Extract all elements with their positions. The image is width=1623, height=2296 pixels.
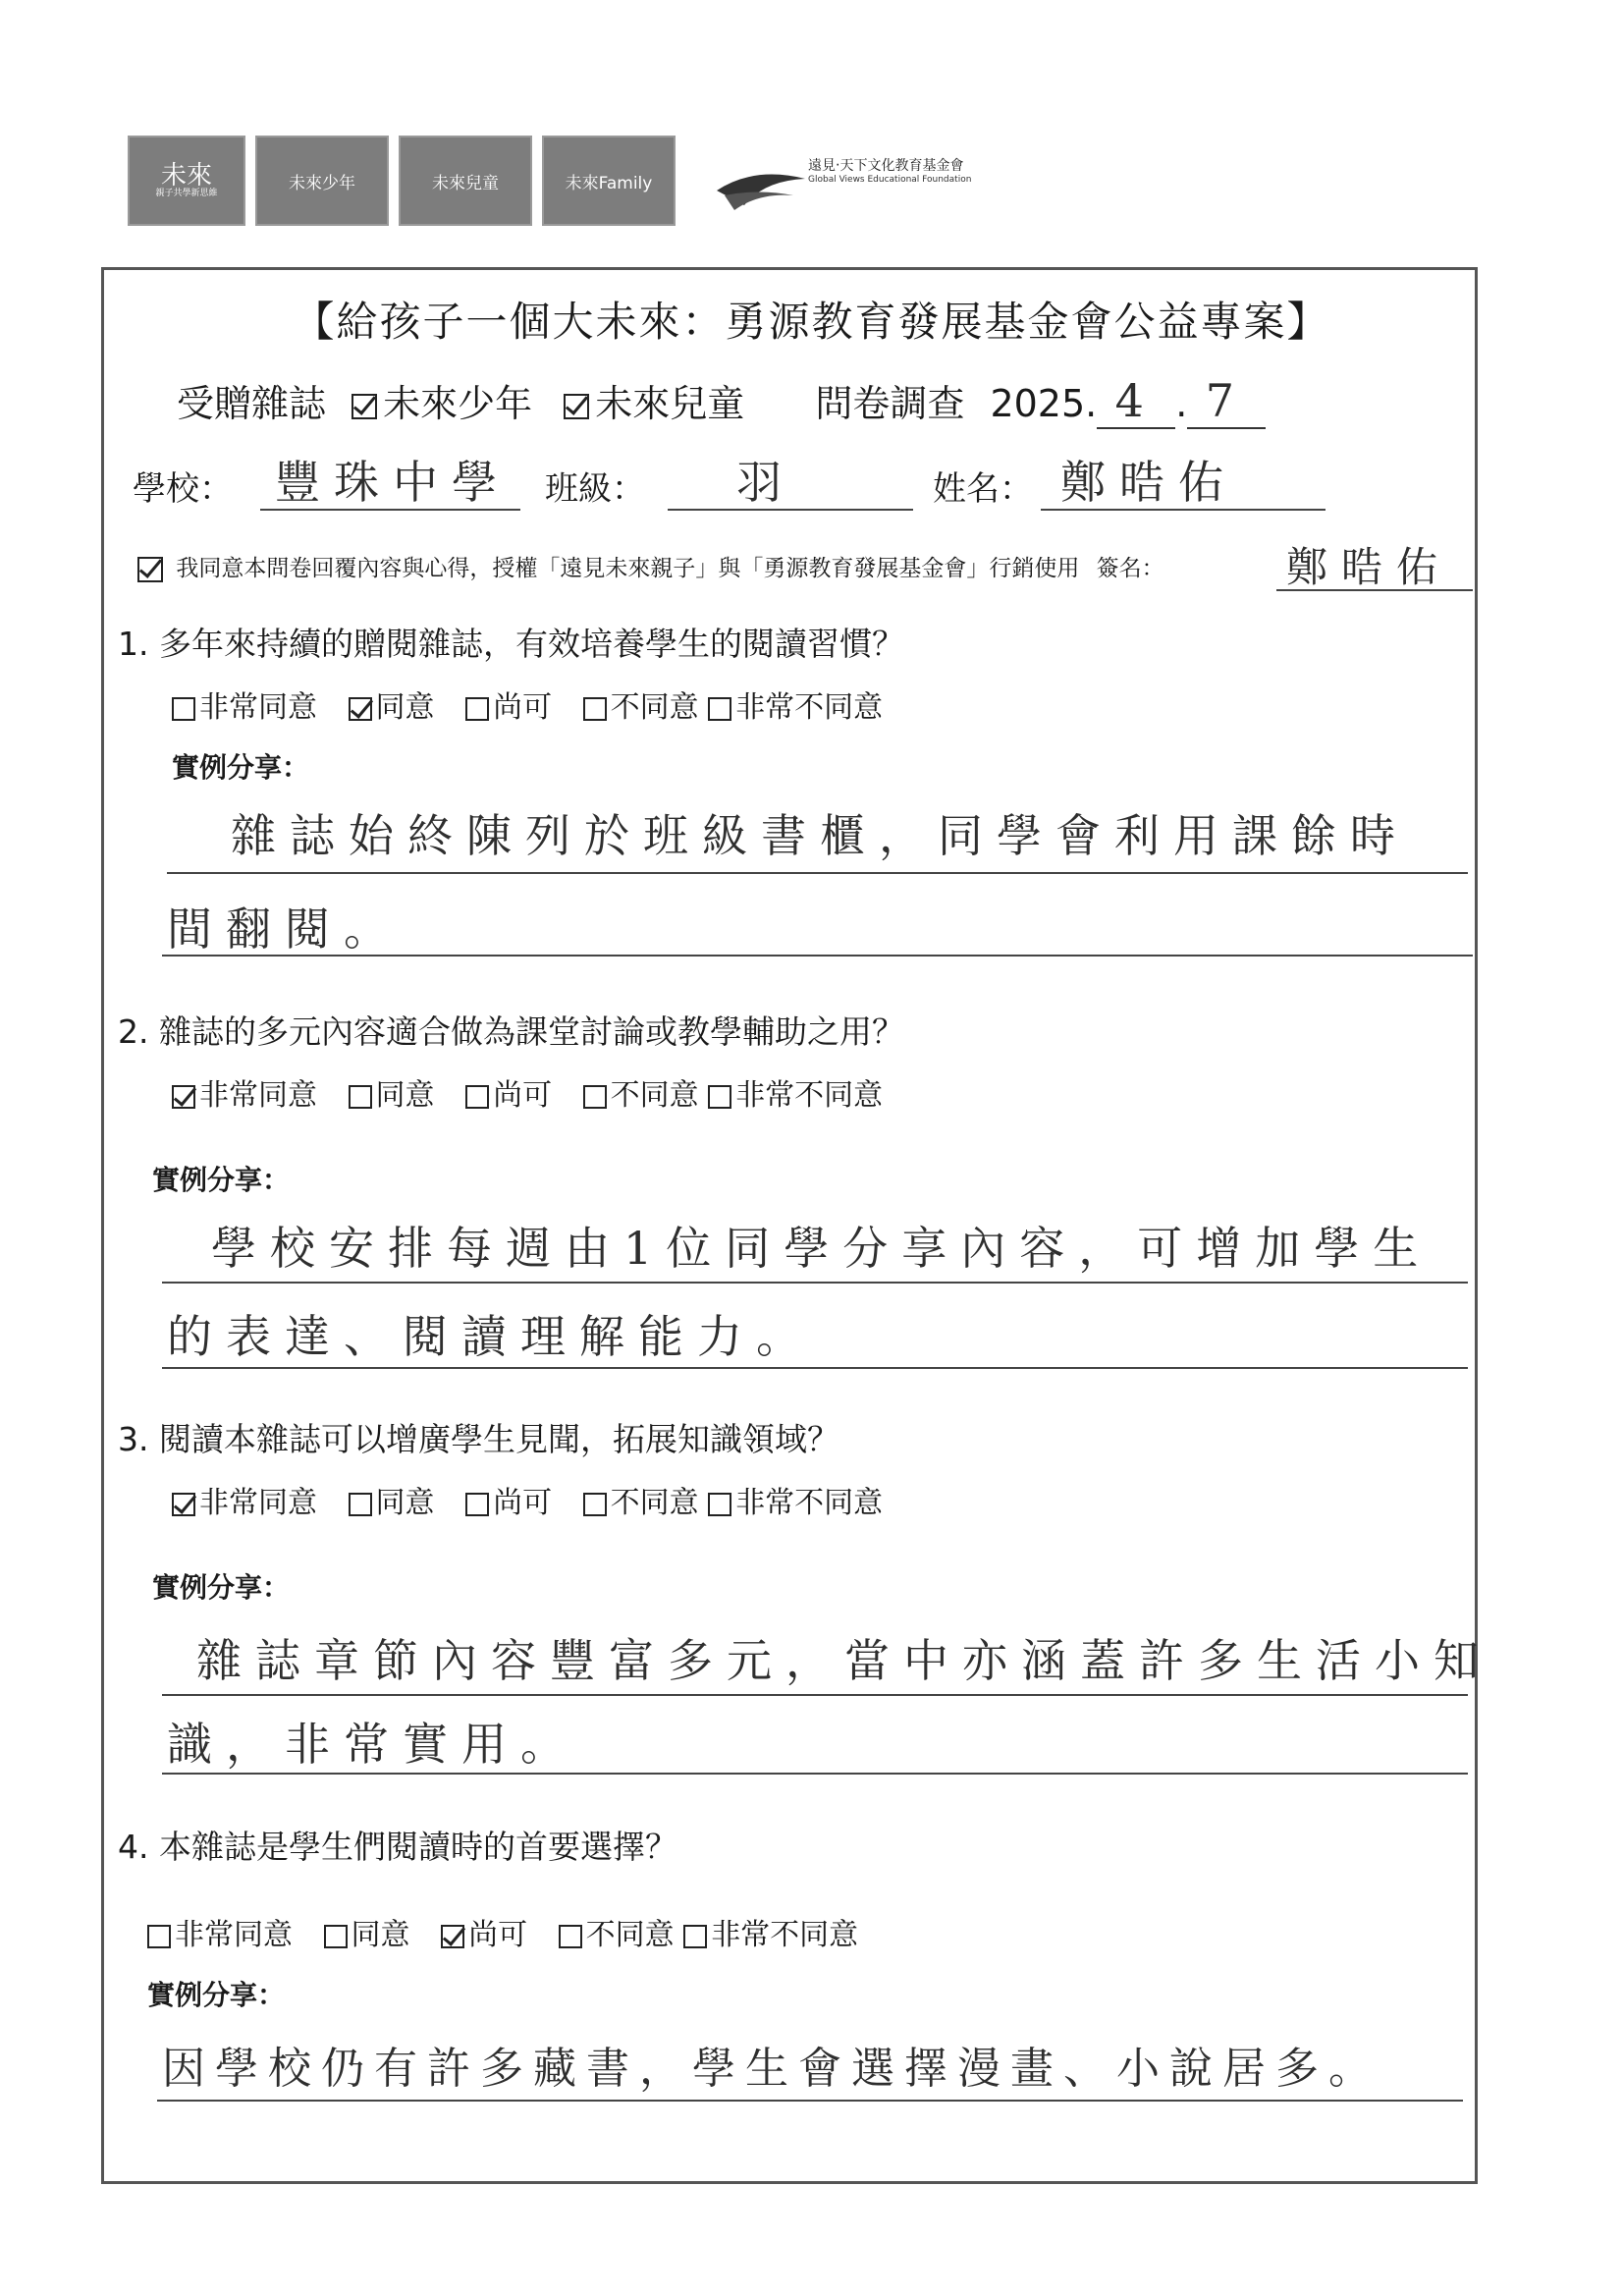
day-value[interactable]: 7 xyxy=(1187,374,1266,429)
option-q2-disagree[interactable]: 不同意 xyxy=(583,1078,699,1113)
answer-q2-line2[interactable]: 的表達、閱讀理解能力。 xyxy=(167,1310,815,1363)
answer-q2-rule1 xyxy=(162,1282,1468,1284)
option-q3-disagree[interactable]: 不同意 xyxy=(583,1486,699,1520)
answer-q3-rule1 xyxy=(162,1694,1468,1696)
school-value[interactable]: 豐珠中學 xyxy=(275,456,511,509)
option-q1-strongly-disagree[interactable]: 非常不同意 xyxy=(708,690,883,725)
option-q4-strongly-agree[interactable]: 非常同意 xyxy=(147,1918,293,1952)
consent-checkbox[interactable] xyxy=(137,557,163,582)
option-q3-neutral[interactable]: 尚可 xyxy=(465,1486,552,1520)
option-q3-strongly-disagree[interactable]: 非常不同意 xyxy=(708,1486,883,1520)
logo-weilai-shaonian: 未來少年 xyxy=(255,136,389,226)
name-label: 姓名： xyxy=(933,469,1033,509)
foundation-name: 遠見‧天下文化教育基金會 xyxy=(808,158,964,174)
logo-weilai-family: 未來Family xyxy=(542,136,676,226)
answer-q4-rule1 xyxy=(157,2100,1463,2102)
school-underline xyxy=(260,509,520,511)
option-q1-agree[interactable]: 同意 xyxy=(349,690,435,725)
options-q4 xyxy=(147,1910,880,1953)
name-underline xyxy=(1041,509,1325,511)
month-value[interactable]: 4 xyxy=(1097,374,1175,429)
checkbox-mag1[interactable] xyxy=(352,394,377,419)
logo-weilai: 未來 親子共學新思維 xyxy=(128,136,245,226)
option-q1-neutral[interactable]: 尚可 xyxy=(465,690,552,725)
logo-weilai-ertong: 未來兒童 xyxy=(399,136,532,226)
answer-q3-line2[interactable]: 識，非常實用。 xyxy=(167,1718,579,1771)
example-label-q1: 實例分享： xyxy=(172,751,310,784)
class-label: 班級： xyxy=(545,469,645,509)
answer-q1-rule2 xyxy=(162,955,1473,957)
example-label-q4: 實例分享： xyxy=(147,1979,286,2011)
answer-q1-line2[interactable]: 間翻閱。 xyxy=(167,902,403,956)
name-value[interactable]: 鄭晧佑 xyxy=(1060,456,1237,509)
magazine-logos xyxy=(128,136,676,226)
answer-q1-line1[interactable]: 雜誌始終陳列於班級書櫃，同學會利用課餘時 xyxy=(231,809,1409,862)
class-underline xyxy=(668,509,913,511)
question-3: 3. 閱讀本雜誌可以增廣學生見聞，拓展知識領域？ xyxy=(118,1420,839,1458)
option-q2-agree[interactable]: 同意 xyxy=(349,1078,435,1113)
foundation-logo xyxy=(715,147,1029,226)
answer-q3-line1[interactable]: 雜誌章節內容豐富多元，當中亦涵蓋許多生活小知 xyxy=(196,1634,1492,1687)
foundation-swoosh-icon xyxy=(715,161,808,220)
class-value[interactable]: 羽 xyxy=(736,456,795,509)
option-q4-neutral[interactable]: 尚可 xyxy=(441,1918,527,1952)
option-q2-strongly-disagree[interactable]: 非常不同意 xyxy=(708,1078,883,1113)
signature-underline xyxy=(1276,589,1473,591)
option-q1-strongly-agree[interactable]: 非常同意 xyxy=(172,690,317,725)
option-q2-strongly-agree[interactable]: 非常同意 xyxy=(172,1078,317,1113)
answer-q1-rule1 xyxy=(167,872,1468,874)
example-label-q3: 實例分享： xyxy=(152,1571,291,1604)
question-4: 4. 本雜誌是學生們閱讀時的首要選擇？ xyxy=(118,1828,677,1866)
answer-q2-rule2 xyxy=(162,1367,1468,1369)
answer-q3-rule2 xyxy=(162,1773,1468,1775)
options-q2 xyxy=(172,1070,904,1114)
answer-q4-line1[interactable]: 因學校仍有許多藏書，學生會選擇漫畫、小說居多。 xyxy=(162,2044,1381,2094)
magazine-line: 受贈雜誌 未來少年 未來兒童 問卷調查 2025. 4 . 7 xyxy=(177,373,1266,429)
checkbox-mag2[interactable] xyxy=(564,394,589,419)
answer-q2-line1[interactable]: 學校安排每週由1位同學分享內容，可增加學生 xyxy=(211,1222,1433,1275)
question-2: 2. 雜誌的多元內容適合做為課堂討論或教學輔助之用？ xyxy=(118,1012,904,1051)
signature[interactable]: 鄭晧佑 xyxy=(1286,543,1452,591)
options-q3 xyxy=(172,1478,904,1521)
consent-line: 我同意本問卷回覆內容與心得，授權「遠見未來親子」與「勇源教育發展基金會」行銷使用 簽名： xyxy=(137,550,1164,582)
option-q2-neutral[interactable]: 尚可 xyxy=(465,1078,552,1113)
question-1: 1. 多年來持續的贈閱雜誌，有效培養學生的閱讀習慣？ xyxy=(118,625,904,663)
option-q4-disagree[interactable]: 不同意 xyxy=(559,1918,675,1952)
example-label-q2: 實例分享： xyxy=(152,1164,291,1196)
option-q1-disagree[interactable]: 不同意 xyxy=(583,690,699,725)
options-q1 xyxy=(172,683,904,726)
option-q4-strongly-disagree[interactable]: 非常不同意 xyxy=(683,1918,858,1952)
option-q3-strongly-agree[interactable]: 非常同意 xyxy=(172,1486,317,1520)
school-label: 學校： xyxy=(133,469,233,509)
option-q3-agree[interactable]: 同意 xyxy=(349,1486,435,1520)
form-title: 【給孩子一個大未來：勇源教育發展基金會公益專案】 xyxy=(293,298,1330,346)
option-q4-agree[interactable]: 同意 xyxy=(324,1918,410,1952)
foundation-name-en: Global Views Educational Foundation xyxy=(808,175,972,185)
